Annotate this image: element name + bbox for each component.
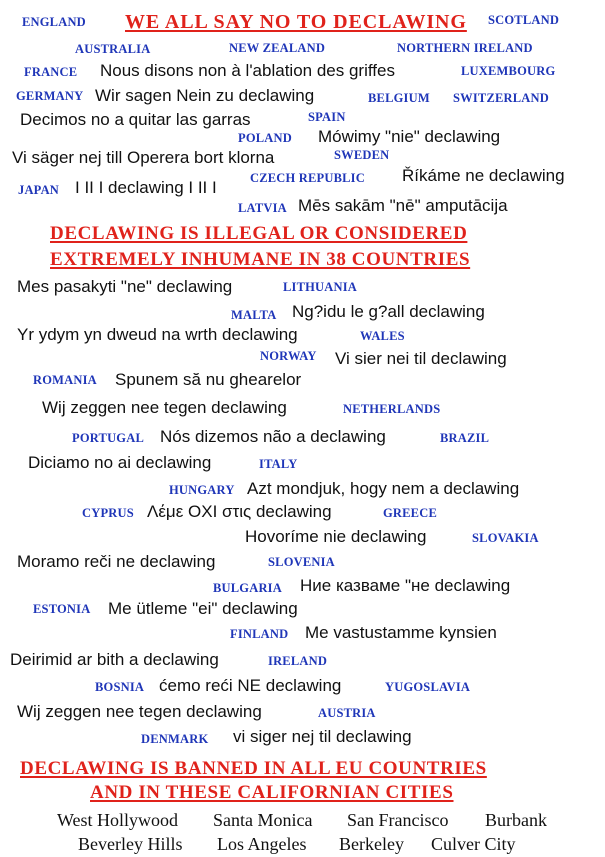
country-new-zealand: NEW ZEALAND <box>229 41 326 55</box>
city-item: San Francisco <box>347 810 449 830</box>
city-item: Beverley Hills <box>78 834 183 854</box>
phrase-dutch-austria: Wij zeggen nee tegen declawing <box>17 702 262 721</box>
country-latvia: LATVIA <box>238 201 287 215</box>
country-malta: MALTA <box>231 308 277 322</box>
phrase-romanian: Spunem să nu ghearelor <box>115 370 302 389</box>
country-norway: NORWAY <box>260 349 317 363</box>
country-switzerland: SWITZERLAND <box>453 91 549 105</box>
phrase-maltese: Ng?idu le g?all declawing <box>292 302 485 321</box>
country-england: ENGLAND <box>22 15 86 29</box>
country-poland: POLAND <box>238 131 292 145</box>
phrase-norwegian: Vi sier nei til declawing <box>335 349 507 368</box>
country-estonia: ESTONIA <box>33 602 91 616</box>
country-yugoslavia: YUGOSLAVIA <box>385 680 471 694</box>
city-item: Berkeley <box>339 834 404 854</box>
phrase-bosnian: ćemo reći NE declawing <box>159 676 342 695</box>
country-portugal: PORTUGAL <box>72 431 144 445</box>
phrase-french: Nous disons non à l'ablation des griffes <box>100 61 395 80</box>
country-hungary: HUNGARY <box>169 483 235 497</box>
phrase-portuguese: Nós dizemos não a declawing <box>160 427 386 446</box>
country-greece: GREECE <box>383 506 437 520</box>
phrase-german: Wir sagen Nein zu declawing <box>95 86 315 105</box>
city-item: West Hollywood <box>57 810 179 830</box>
country-wales: WALES <box>360 329 405 343</box>
phrase-hungarian: Azt mondjuk, hogy nem a declawing <box>247 479 520 498</box>
phrase-estonian: Me ütleme "ei" declawing <box>108 599 298 618</box>
phrase-danish: vi siger nej til declawing <box>233 727 412 746</box>
country-sweden: SWEDEN <box>334 148 390 162</box>
country-scotland: SCOTLAND <box>488 13 560 27</box>
country-cyprus: CYPRUS <box>82 506 134 520</box>
heading-illegal-line1: DECLAWING IS ILLEGAL OR CONSIDERED <box>50 223 468 244</box>
city-item: Burbank <box>485 810 547 830</box>
country-bulgaria: BULGARIA <box>213 581 282 595</box>
phrase-slovenian: Moramo reči ne declawing <box>17 552 216 571</box>
phrase-finnish: Me vastustamme kynsien <box>305 623 497 642</box>
country-denmark: DENMARK <box>141 732 209 746</box>
phrase-swedish: Vi säger nej till Operera bort klorna <box>12 148 275 167</box>
country-spain: SPAIN <box>308 110 346 124</box>
country-belgium: BELGIUM <box>368 91 430 105</box>
country-austria: AUSTRIA <box>318 706 376 720</box>
country-germany: GERMANY <box>16 89 84 103</box>
phrase-irish: Deirimid ar bith a declawing <box>10 650 219 669</box>
country-luxembourg: LUXEMBOURG <box>461 64 556 78</box>
page-title: WE ALL SAY NO TO DECLAWING <box>125 11 467 33</box>
country-brazil: BRAZIL <box>440 431 490 445</box>
phrase-greek: Λέμε ΟΧΙ στις declawing <box>147 502 332 521</box>
heading-banned-line1: DECLAWING IS BANNED IN ALL EU COUNTRIES <box>20 758 487 779</box>
heading-illegal-line2: EXTREMELY INHUMANE IN 38 COUNTRIES <box>50 249 471 270</box>
heading-banned-line2: AND IN THESE CALIFORNIAN CITIES <box>90 782 454 803</box>
country-czech-republic: CZECH REPUBLIC <box>250 171 365 185</box>
city-item: Santa Monica <box>213 810 313 830</box>
country-romania: ROMANIA <box>33 373 97 387</box>
city-item: Los Angeles <box>217 834 307 854</box>
country-ireland: IRELAND <box>268 654 328 668</box>
country-slovenia: SLOVENIA <box>268 555 335 569</box>
country-netherlands: NETHERLANDS <box>343 402 441 416</box>
country-northern-ireland: NORTHERN IRELAND <box>397 41 533 55</box>
country-australia: AUSTRALIA <box>75 42 151 56</box>
phrase-dutch: Wij zeggen nee tegen declawing <box>42 398 287 417</box>
country-finland: FINLAND <box>230 627 289 641</box>
city-item: Culver City <box>431 834 516 854</box>
phrase-italian: Diciamo no ai declawing <box>28 453 212 472</box>
country-slovakia: SLOVAKIA <box>472 531 539 545</box>
phrase-polish: Mówimy "nie" declawing <box>318 127 501 146</box>
phrase-lithuanian: Mes pasakyti "ne" declawing <box>17 277 233 296</box>
phrase-latvian: Mēs sakām "nē" amputācija <box>298 196 508 215</box>
phrase-welsh: Yr ydym yn dweud na wrth declawing <box>17 325 298 344</box>
phrase-spanish: Decimos no a quitar las garras <box>20 110 251 129</box>
phrase-slovak: Hovoríme nie declawing <box>245 527 427 546</box>
country-bosnia: BOSNIA <box>95 680 145 694</box>
country-japan: JAPAN <box>18 183 60 197</box>
phrase-czech: Říkáme ne declawing <box>402 166 565 185</box>
phrase-bulgarian: Ние казваме "не declawing <box>300 576 511 595</box>
country-italy: ITALY <box>259 457 298 471</box>
country-lithuania: LITHUANIA <box>283 280 358 294</box>
phrase-japanese: I II I declawing I II I <box>75 178 217 197</box>
country-france: FRANCE <box>24 65 78 79</box>
